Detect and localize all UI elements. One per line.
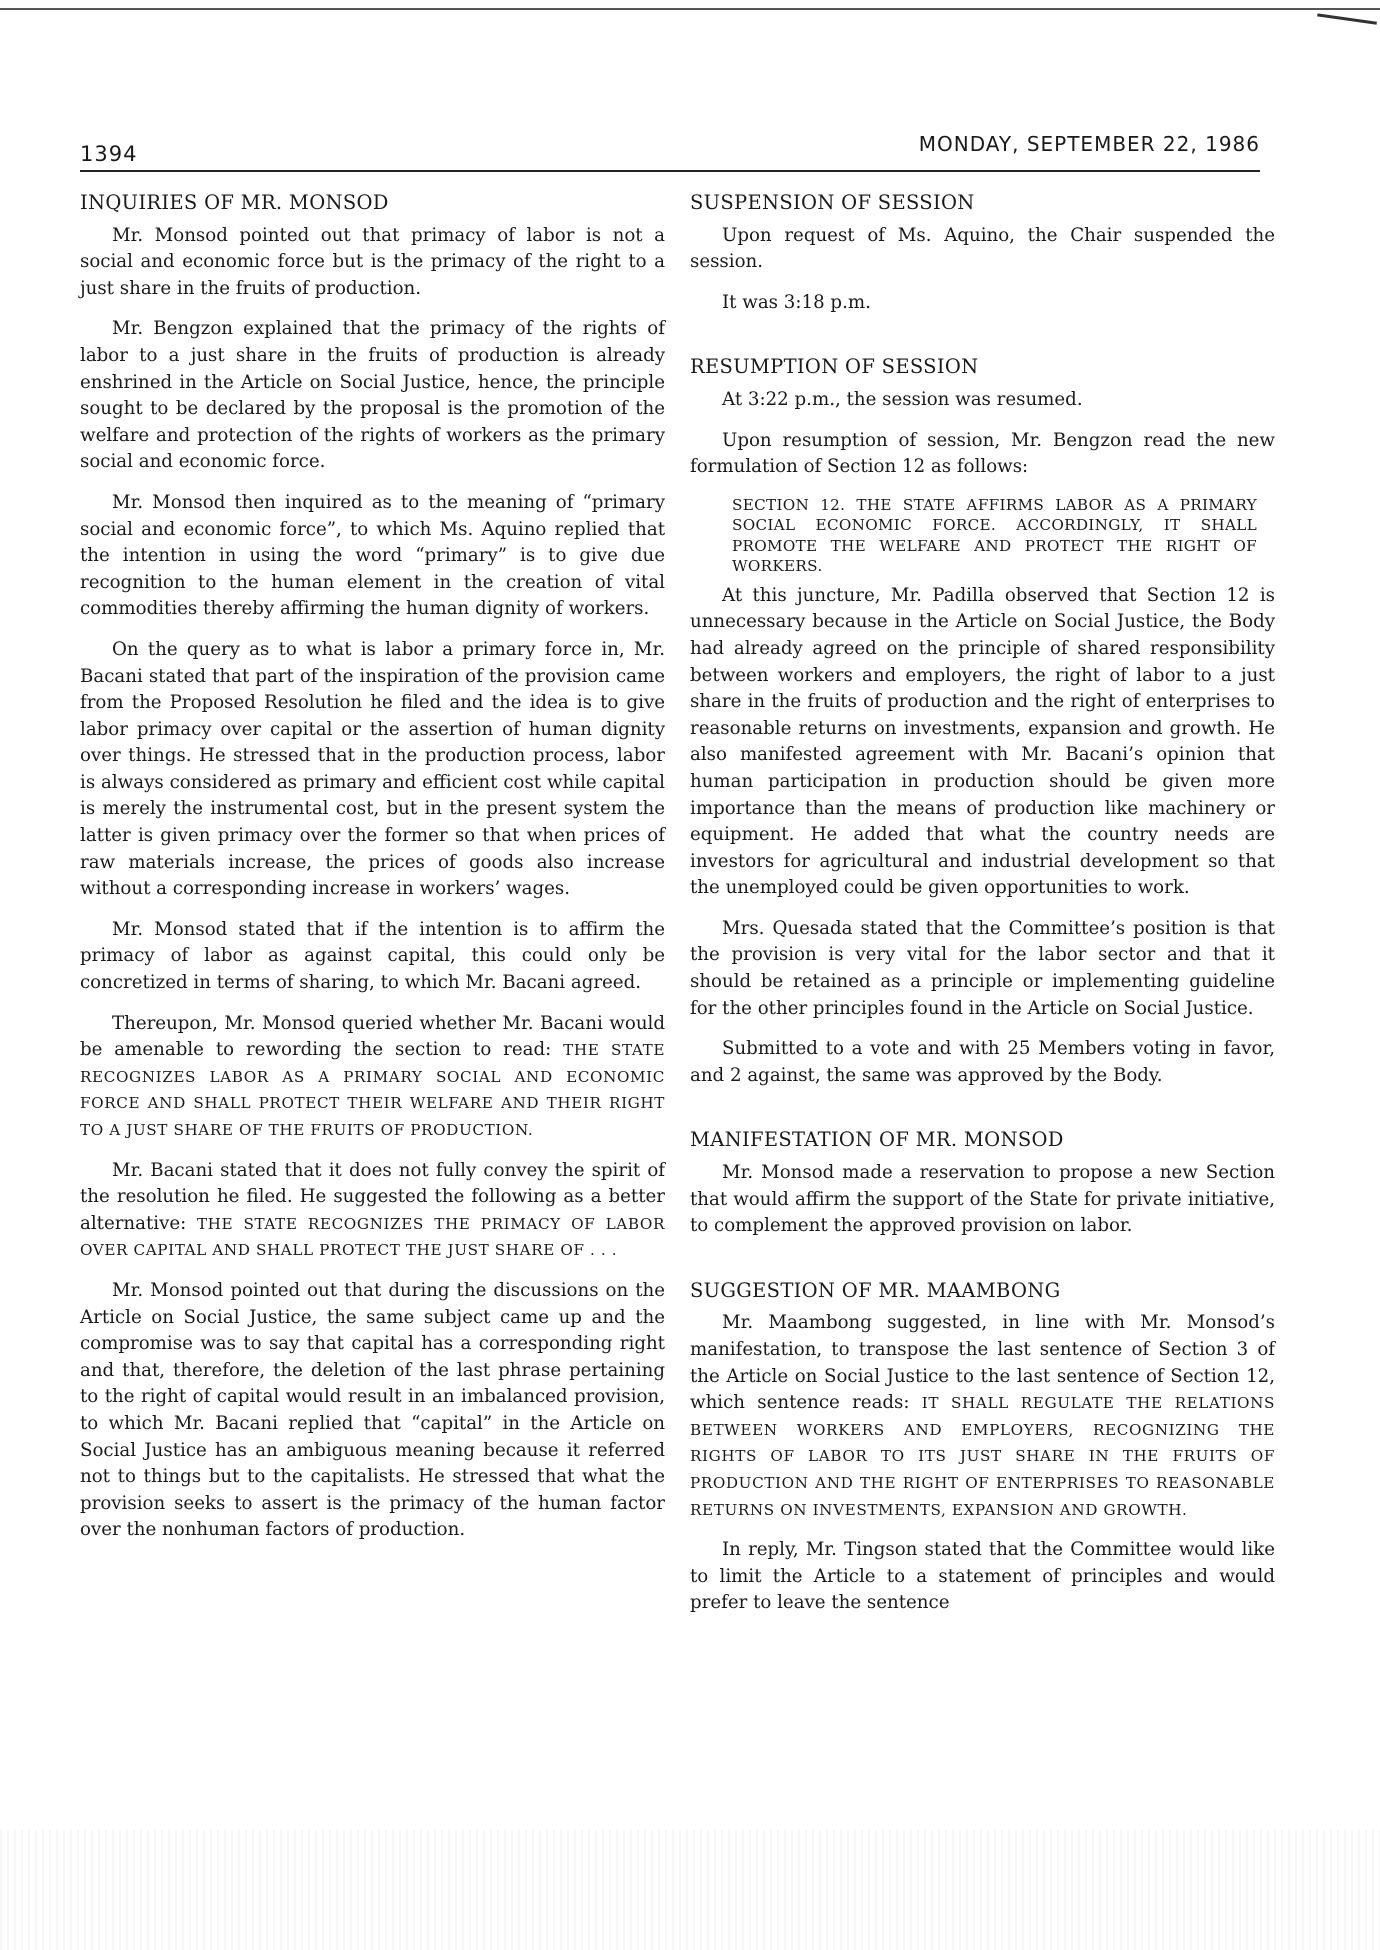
paragraph: Upon resumption of session, Mr. Bengzon read the new formulation of Section 12 as follows: — [690, 429, 1275, 478]
page-number: 1394 — [80, 142, 138, 166]
scan-corner-mark — [1317, 0, 1380, 25]
spacer — [690, 330, 1275, 354]
section-heading-manifestation: MANIFESTATION OF MR. MONSOD — [690, 1128, 1064, 1152]
paragraph: On the query as to what is labor a primary force in, Mr. Bacani stated that part of the inspiration of the provision came from the Proposed Resolution he filed and the idea is to give labor primacy over capital or the assertion of human dignity over things. He stressed that in the production process, labor is always considered as primary and efficient cost while capital is merely the instrumental cost, but in the present system the latter is given primacy over the former so that when prices of raw materials increase, the prices of goods also increase without a corresponding increase in workers’ wages. — [80, 638, 665, 900]
paragraph: Mr. Bengzon explained that the primacy of the rights of labor to a just share in the fruits of production is already enshrined in the Article on Social Justice, hence, the principle sought to be declared by the proposal is the promotion of the welfare and protection of the rights of workers as the primary social and economic force. — [80, 318, 665, 473]
left-column — [80, 190, 665, 1558]
spacer — [690, 1254, 1275, 1278]
paragraph-text: Mr. Bacani stated that it does not fully convey the spirit of the resolution he filed. He suggested the following as a better alternative: — [80, 1159, 665, 1234]
paragraph: Mr. Monsod stated that if the intention is to affirm the primacy of labor as against capital, this could only be concretized in terms of sharing, to which Mr. Bacani agreed. — [80, 918, 665, 994]
paragraph: Submitted to a vote and with 25 Members voting in favor, and 2 against, the same was approved by the Body. — [690, 1038, 1275, 1086]
paragraph: Upon request of Ms. Aquino, the Chair suspended the session. — [690, 224, 1275, 273]
page-date: MONDAY, SEPTEMBER 22, 1986 — [918, 132, 1260, 156]
proposed-wording: THE STATE RECOGNIZES LABOR AS A PRIMARY SOCIAL AND ECONOMIC FORCE AND SHALL PROTECT THEIR WELFARE AND THEIR RIGHT TO A JUST SHARE OF THE FRUITS OF PRODUCTION. — [80, 1041, 666, 1139]
paragraph-with-alternative — [80, 1158, 665, 1264]
paragraph: In reply, Mr. Tingson stated that the Committee would like to limit the Article to a statement of principles and would prefer to leave the sentence — [690, 1539, 1275, 1614]
paragraph: Mrs. Quesada stated that the Committee’s position is that the provision is very vital for the labor sector and that it should be retained as a principle or implementing guideline for the other principles found in the Article on Social Justice. — [690, 917, 1275, 1019]
paragraph: Mr. Monsod pointed out that during the discussions on the Article on Social Justice, the same subject came up and the compromise was to say that capital has a corresponding right and that, therefore, the deletion of the last phrase pertaining to the right of capital would result in an imbalanced provision, to which Mr. Bacani replied that “capital” in the Article on Social Justice has an ambiguous meaning because it referred not to things but to the capitalists. He stressed that what the provision seeks to assert is the primacy of the human factor over the nonhuman factors of production. — [80, 1279, 665, 1541]
page-header — [80, 130, 1260, 172]
section-heading-suggestion: SUGGESTION OF MR. MAAMBONG — [690, 1278, 1061, 1302]
paragraph: At 3:22 p.m., the session was resumed. — [722, 388, 1083, 410]
quoted-sentence: IT SHALL REGULATE THE RELATIONS BETWEEN WORKERS AND EMPLOYERS, RECOGNIZING THE RIGHTS OF LABOR TO ITS JUST SHARE IN THE FRUITS OF PRODUCTION AND THE RIGHT OF ENTERPRISES TO REASONABLE RETURNS ON INVESTMENTS, EXPANSION AND GROWTH. — [690, 1394, 1275, 1519]
alternative-wording: THE STATE RECOGNIZES THE PRIMACY OF LABOR OVER CAPITAL AND SHALL PROTECT THE JUST SHARE OF . . . — [80, 1214, 665, 1260]
paragraph: Mr. Monsod then inquired as to the meaning of “primary social and economic force”, to which Ms. Aquino replied that the intention in using the word “primary” is to give due recognition to the human element in the creation of vital commodities thereby affirming the human dignity of workers. — [80, 491, 665, 620]
scan-top-edge — [0, 8, 1380, 10]
paragraph-text: Thereupon, Mr. Monsod queried whether Mr. Bacani would be amenable to rewording the section to read: — [80, 1012, 665, 1061]
scan-noise-band — [0, 1830, 1380, 1950]
spacer — [690, 1103, 1275, 1127]
paragraph: At this juncture, Mr. Padilla observed that Section 12 is unnecessary because in the Article on Social Justice, the Body had already agreed on the principle of shared responsibility between workers and employers, the right of labor to a just share in the fruits of production and the right of enterprises to reasonable returns on investments, expansion and growth. He also manifested agreement with Mr. Bacani’s opinion that human participation in production should be given more importance than the means of production like machinery or equipment. He added that what the country needs are investors for agricultural and industrial development so that the unemployed could be given opportunities to work. — [690, 584, 1275, 899]
section-heading-suspension: SUSPENSION OF SESSION — [690, 191, 975, 214]
section-heading-inquiries: INQUIRIES OF MR. MONSOD — [80, 191, 389, 214]
paragraph-with-quoted-sentence — [690, 1310, 1275, 1523]
paragraph: It was 3:18 p.m. — [722, 291, 871, 313]
paragraph: Mr. Monsod pointed out that primacy of labor is not a social and economic force but is the primacy of the right to a just share in the fruits of production. — [80, 224, 665, 299]
paragraph-text: Mr. Maambong suggested, in line with Mr. Monsod’s manifestation, to transpose the last sentence of Section 3 of the Article on Social Justice to the last sentence of Section 12, which sentence reads: — [690, 1312, 1275, 1414]
section-heading-resumption: RESUMPTION OF SESSION — [690, 355, 979, 379]
right-column — [690, 190, 1275, 1631]
paragraph-with-proposal — [80, 1011, 665, 1144]
paragraph: Mr. Monsod made a reservation to propose a new Section that would affirm the support of the State for private initiative, to complement the approved provision on labor. — [690, 1162, 1275, 1237]
section-12-quote: SECTION 12. THE STATE AFFIRMS LABOR AS A PRIMARY SOCIAL ECONOMIC FORCE. ACCORDINGLY, IT SHALL PROMOTE THE WELFARE AND PROTECT THE RIGHT OF WORKERS. — [732, 495, 1257, 576]
